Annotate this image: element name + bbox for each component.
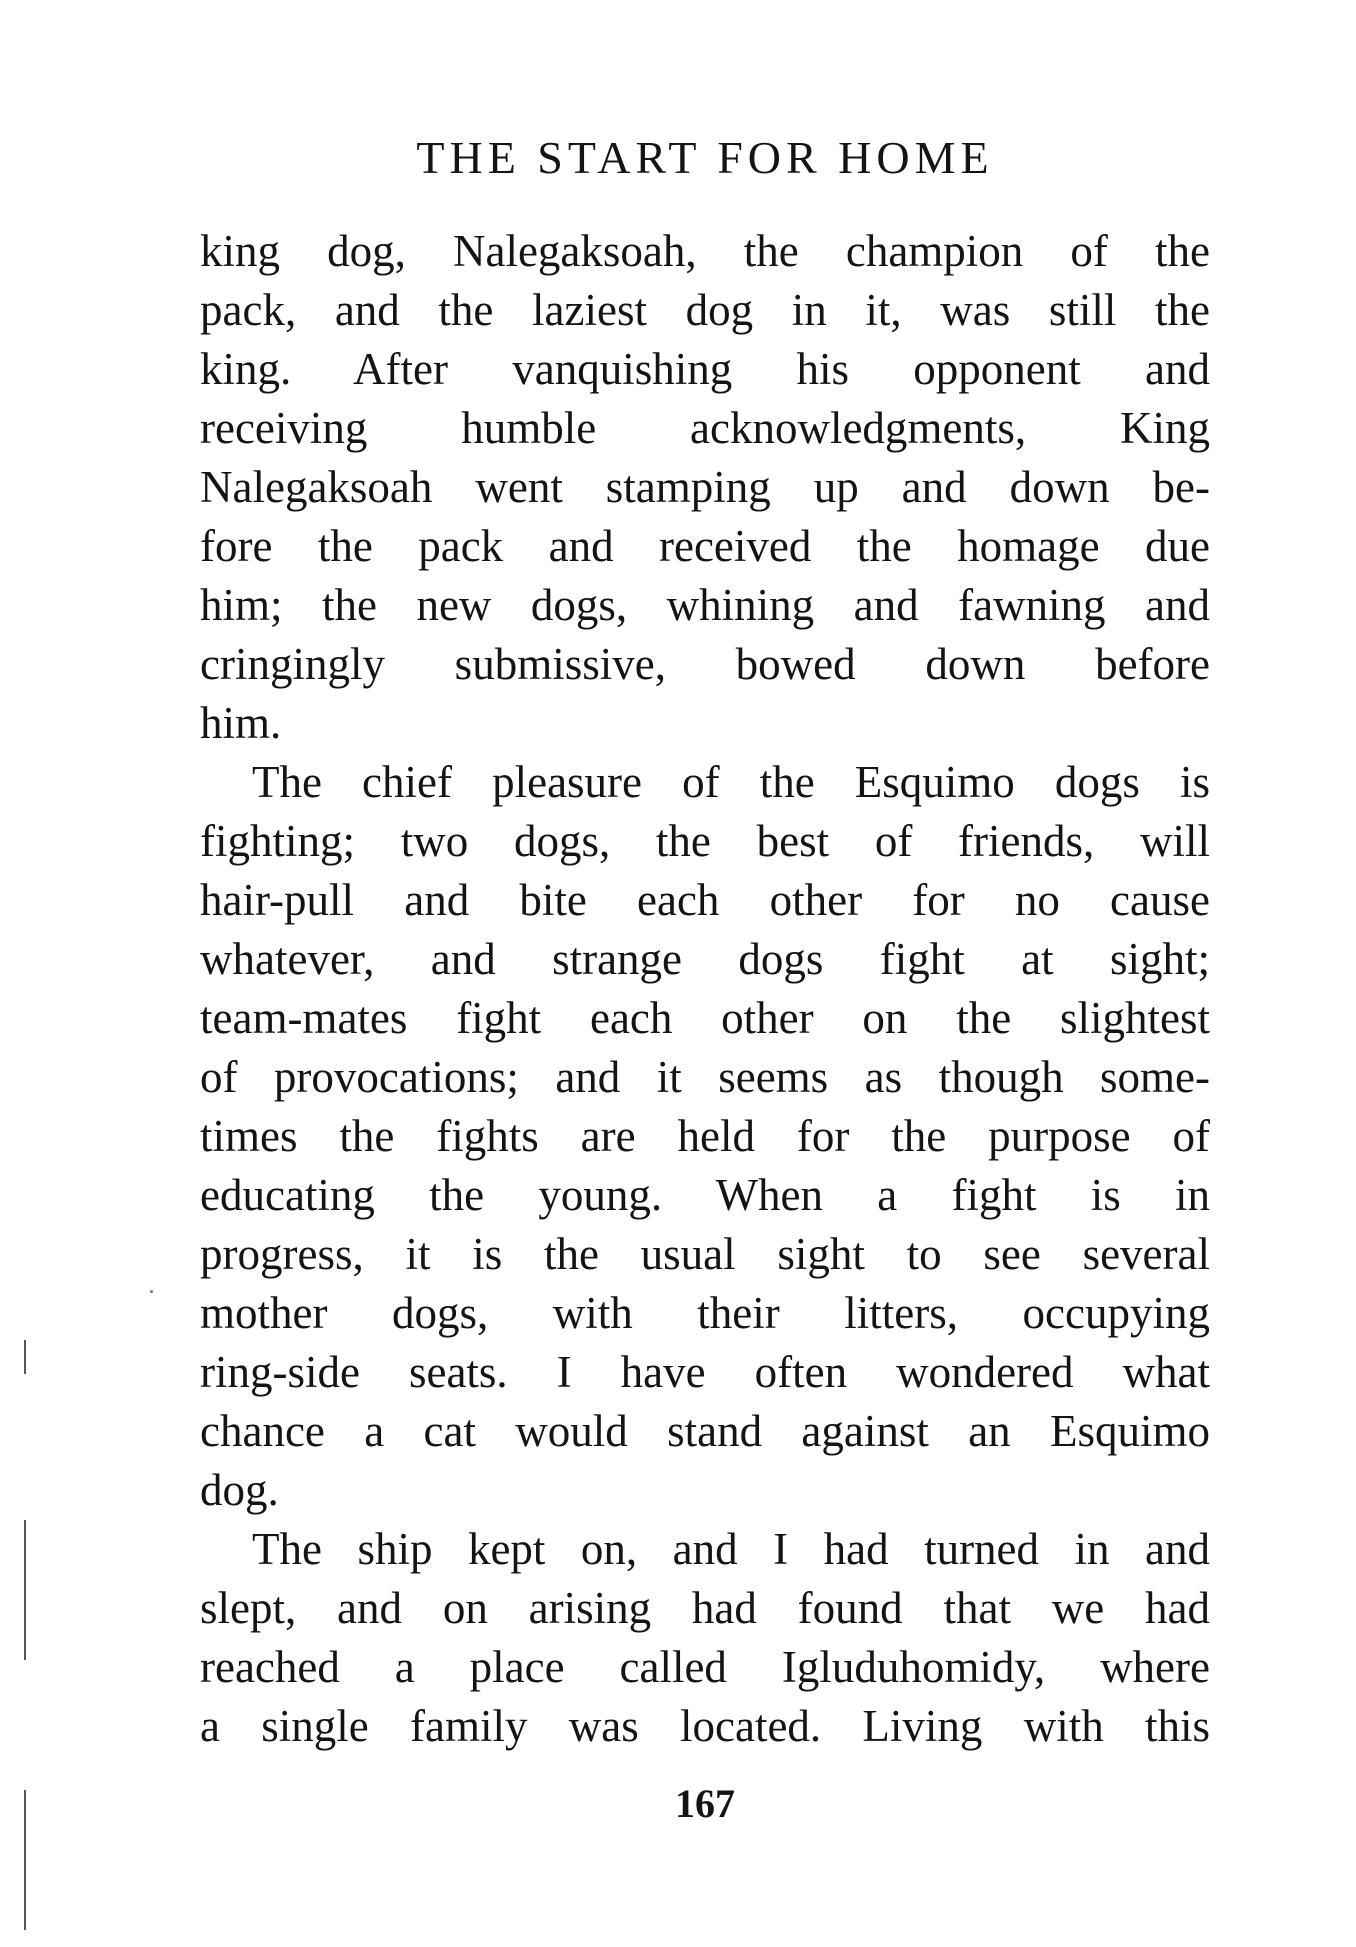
text-line: fighting; two dogs, the best of friends, will [200, 816, 1210, 866]
text-line: reached a place called Igluduhomidy, where [200, 1642, 1210, 1692]
running-head: THE START FOR HOME [416, 132, 994, 183]
scan-margin-mark [24, 1790, 26, 1930]
text-line: progress, it is the usual sight to see several [200, 1229, 1210, 1279]
text-line: Nalegaksoah went stamping up and down be- [200, 462, 1210, 512]
text-line: of provocations; and it seems as though some- [200, 1052, 1210, 1102]
text-line: educating the young. When a fight is in [200, 1170, 1210, 1220]
page-number: 167 [675, 1781, 735, 1826]
text-line: chance a cat would stand against an Esquimo [200, 1406, 1210, 1456]
text-line: a single family was located. Living with this [200, 1701, 1210, 1751]
text-line: whatever, and strange dogs fight at sight; [200, 934, 1210, 984]
body-text [200, 222, 1210, 1756]
text-line: receiving humble acknowledgments, King [200, 403, 1210, 453]
text-line: hair-pull and bite each other for no cause [200, 875, 1210, 925]
text-line: slept, and on arising had found that we had [200, 1583, 1210, 1633]
text-line: him. [200, 698, 282, 748]
text-line: team-mates fight each other on the slightest [200, 993, 1210, 1043]
text-line: times the fights are held for the purpose of [200, 1111, 1210, 1161]
text-line: The ship kept on, and I had turned in and [252, 1524, 1210, 1574]
text-line: king. After vanquishing his opponent and [200, 344, 1210, 394]
text-line: pack, and the laziest dog in it, was still the [200, 285, 1210, 335]
scan-speck [150, 1290, 153, 1293]
text-line: dog. [200, 1465, 279, 1515]
text-line: king dog, Nalegaksoah, the champion of the [200, 226, 1210, 276]
text-line: The chief pleasure of the Esquimo dogs is [252, 757, 1210, 807]
text-line: cringingly submissive, bowed down before [200, 639, 1210, 689]
text-line: mother dogs, with their litters, occupying [200, 1288, 1210, 1338]
text-line: him; the new dogs, whining and fawning and [200, 580, 1210, 630]
scan-margin-mark [24, 1520, 26, 1660]
text-line: fore the pack and received the homage due [200, 521, 1210, 571]
scan-margin-mark [24, 1340, 26, 1374]
text-line: ring-side seats. I have often wondered what [200, 1347, 1210, 1397]
